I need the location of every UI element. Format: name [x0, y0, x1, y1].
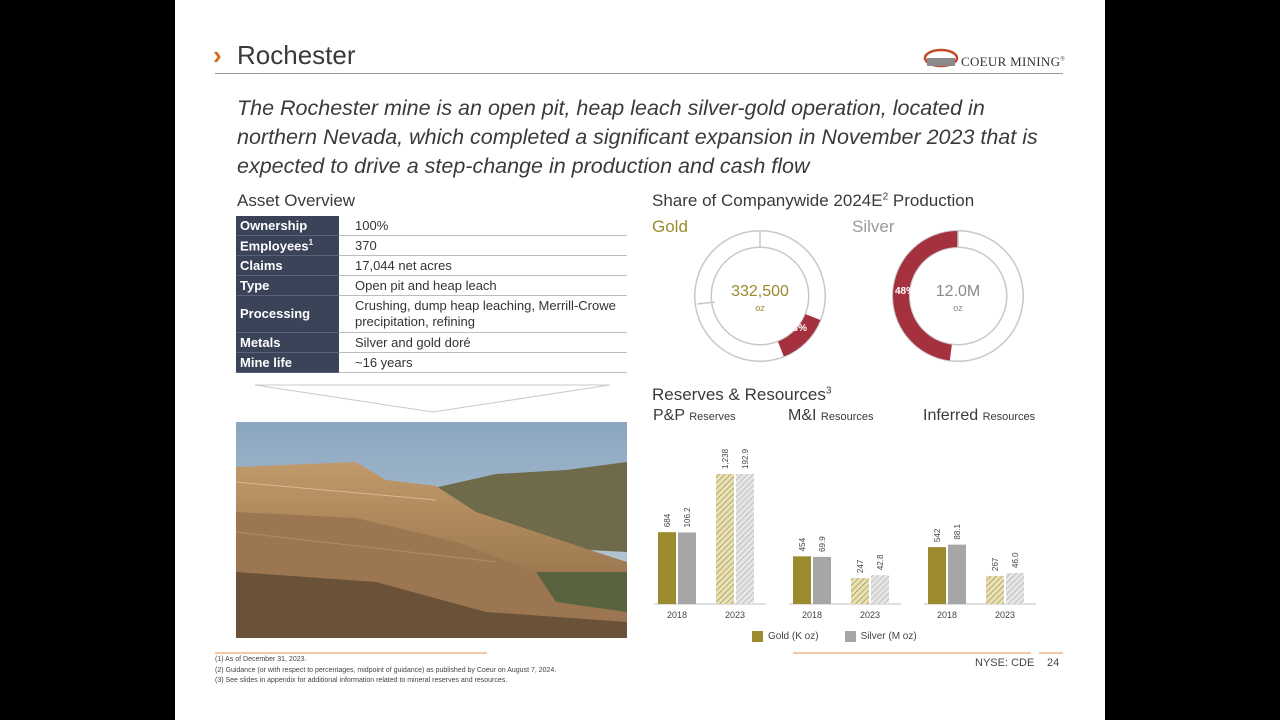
overview-key: Ownership: [236, 216, 339, 236]
category-tick-label: 2023: [994, 610, 1016, 620]
gold-value: 332,500: [731, 283, 789, 300]
overview-key: Claims: [236, 256, 339, 276]
silver-bar: [1006, 573, 1024, 604]
footnote-3: (3) See slides in appendix for additional information related to mineral reserves and resources.: [215, 677, 508, 684]
silver-bar: [871, 575, 889, 604]
silver-bar-label: 192.9: [741, 448, 750, 469]
legend-silver-label: Silver (M oz): [860, 631, 917, 642]
silver-bar: [678, 532, 696, 604]
gold-bar-label: 454: [798, 537, 807, 552]
reserves-heading: Reserves & Resources$^3$: [652, 385, 832, 404]
overview-row: [236, 296, 627, 333]
overview-value: 17,044 net acres: [339, 256, 627, 276]
chart-legend: [752, 631, 917, 642]
footer-rule-mid: [793, 652, 1031, 654]
gold-share-slice: [778, 314, 820, 356]
silver-bar: [948, 545, 966, 604]
silver-bar-label: 106.2: [683, 507, 692, 528]
intro-text: The Rochester mine is an open pit, heap leach silver-gold operation, located in northern Nevada, which completed a significant expansion in November 2023 that is expected to drive a step-change in production and cash flow: [237, 96, 1038, 178]
gold-bar: [928, 547, 946, 604]
silver-donut-label: Silver: [852, 217, 895, 236]
gold-bar: [716, 474, 734, 604]
overview-value: ~16 years: [339, 353, 627, 373]
category-tick-label: 2023: [859, 610, 881, 620]
gold-bar-label: 542: [933, 528, 942, 543]
legend-silver-swatch: [845, 631, 856, 642]
asset-overview-table: [236, 216, 627, 373]
gold-donut-label: Gold: [652, 217, 688, 236]
silver-bar-label: 42.8: [876, 554, 885, 571]
silver-unit: oz: [953, 303, 963, 313]
legend-gold-label: Gold (K oz): [768, 631, 819, 642]
category-tick-label: 2018: [801, 610, 823, 620]
footnote-2: (2) Guidance (or with respect to percentages, midpoint of guidance) as published by Coeur on August 7, 2024.: [215, 667, 557, 674]
silver-value: 12.0M: [935, 283, 981, 300]
mi-group-title: M&I Resources: [788, 407, 874, 424]
title-chevron-icon: ›: [213, 40, 222, 70]
pp-group-title: P&P Reserves: [653, 407, 736, 424]
mine-photo: [236, 422, 627, 638]
overview-row: [236, 216, 627, 236]
inferred-group-title: Inferred Resources: [923, 407, 1036, 424]
gold-bar-label: 1,238: [721, 448, 730, 469]
gold-bar-label: 247: [856, 559, 865, 574]
overview-value: Crushing, dump heap leaching, Merrill-Crowe precipitation, refining: [339, 296, 627, 333]
gold-bar-label: 267: [991, 557, 1000, 571]
page-number: 24: [1047, 657, 1060, 669]
silver-bar-label: 46.0: [1011, 552, 1020, 568]
gold-unit: oz: [755, 303, 765, 313]
reserves-bar-chart: [650, 430, 1050, 630]
overview-row: [236, 276, 627, 296]
overview-value: 370: [339, 236, 627, 256]
logo-text: COEUR MINING®: [961, 54, 1066, 69]
footer-rule-right: [1039, 652, 1063, 654]
category-tick-label: 2018: [666, 610, 688, 620]
logo-mark-icon: [923, 47, 959, 69]
overview-value: Silver and gold doré: [339, 333, 627, 353]
overview-value: Open pit and heap leach: [339, 276, 627, 296]
silver-bar-label: 88.1: [953, 524, 962, 540]
overview-row: [236, 256, 627, 276]
ticker: NYSE: CDE: [975, 657, 1035, 669]
gold-pct-label: 13%: [786, 323, 808, 334]
gold-bar: [851, 578, 869, 604]
category-tick-label: 2023: [724, 610, 746, 620]
footer-rule-left: [215, 652, 487, 654]
asset-overview-heading: Asset Overview: [237, 191, 356, 210]
silver-bar: [736, 474, 754, 604]
overview-key: Metals: [236, 333, 339, 353]
overview-key: Processing: [236, 296, 339, 333]
overview-row: [236, 353, 627, 373]
gold-donut-chart: [690, 226, 830, 366]
footnote-1: (1) As of December 31, 2023.: [215, 656, 307, 663]
company-logo: [923, 47, 1073, 73]
gold-bar: [658, 532, 676, 604]
overview-value: 100%: [339, 216, 627, 236]
slide: [175, 0, 1105, 720]
table-arrow-shape: [255, 384, 610, 414]
gold-bar-label: 684: [663, 513, 672, 528]
legend-gold-swatch: [752, 631, 763, 642]
share-heading: Share of Companywide $2024E^2$ Production: [652, 191, 975, 210]
title-divider: [215, 73, 1063, 74]
silver-bar-label: 69.9: [818, 536, 827, 552]
silver-bar: [813, 557, 831, 604]
overview-row: [236, 236, 627, 256]
overview-row: [236, 333, 627, 353]
silver-pct-label: 48%: [894, 286, 916, 297]
gold-bar: [793, 556, 811, 604]
gold-bar: [986, 576, 1004, 604]
overview-key: Type: [236, 276, 339, 296]
overview-key: Mine life: [236, 353, 339, 373]
silver-donut-chart: [888, 226, 1028, 366]
page-title: Rochester: [237, 40, 356, 70]
overview-key: Employees$^1$: [236, 236, 339, 256]
category-tick-label: 2018: [936, 610, 958, 620]
